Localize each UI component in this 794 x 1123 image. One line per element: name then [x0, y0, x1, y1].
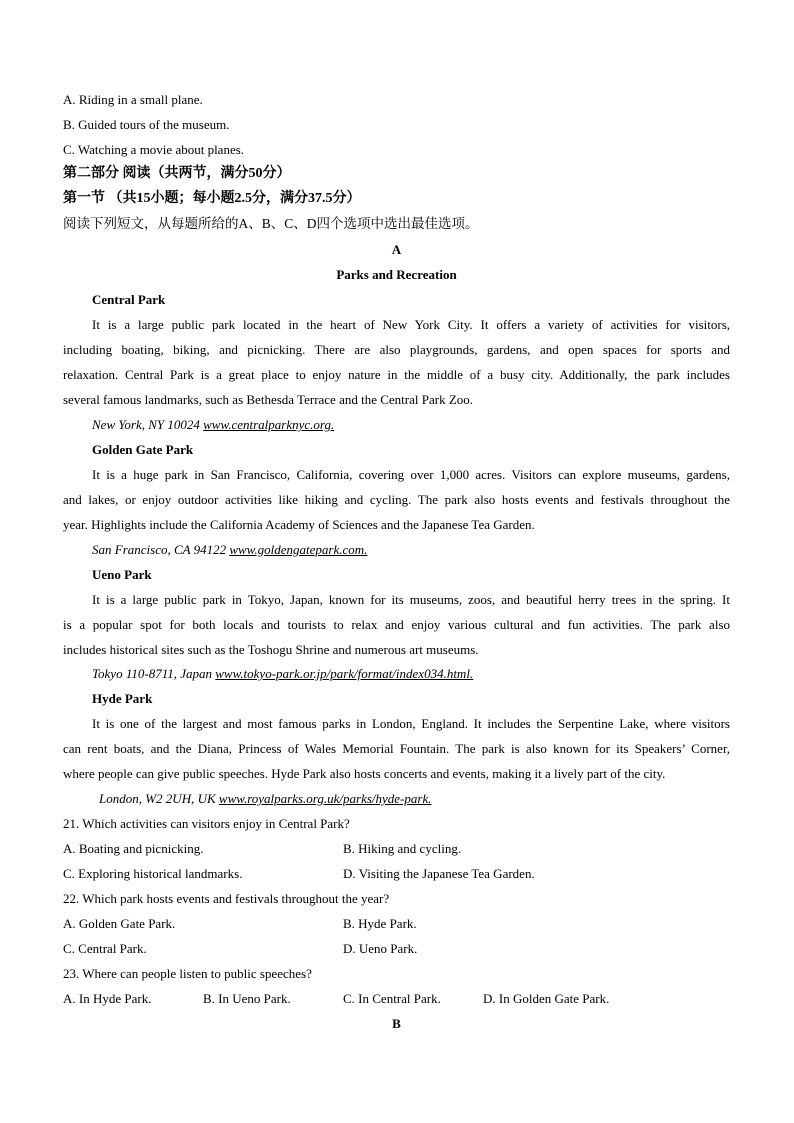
park-address: London, W2 2UH, UK [99, 791, 216, 806]
answer-option: D. Ueno Park. [343, 941, 418, 956]
park-address-line [92, 412, 730, 437]
park-text-line: It is a large public park in Tokyo, Japan, known for its museums, zoos, and beautiful herry trees in the spring. It [92, 592, 730, 607]
answer-option: D. Visiting the Japanese Tea Garden. [343, 866, 535, 881]
park-address: New York, NY 10024 [92, 417, 200, 432]
option-line: B. Guided tours of the museum. [63, 117, 230, 132]
part2-heading: 第二部分 阅读（共两节，满分50分） [63, 166, 291, 181]
answer-option: B. Hyde Park. [343, 916, 417, 931]
passage-letter-a: A [391, 242, 402, 257]
park-text-line: includes historical sites such as the Toshogu Shrine and numerous art museums. [63, 642, 479, 657]
park-address: San Francisco, CA 94122 [92, 542, 227, 557]
passage-title: Parks and Recreation [336, 267, 457, 282]
park-address: Tokyo 110-8711, Japan [92, 666, 212, 681]
answer-option: D. In Golden Gate Park. [483, 991, 610, 1006]
answer-option: C. Central Park. [63, 941, 147, 956]
park-text-line: where people can give public speeches. Hyde Park also hosts concerts and events, making it a lively part of the city. [63, 766, 666, 781]
park-name: Central Park [92, 292, 166, 307]
park-url-link[interactable]: www.goldengatepark.com. [229, 542, 368, 557]
question-stem: 22. Which park hosts events and festivals throughout the year? [63, 891, 390, 906]
park-text-line: relaxation. Central Park is a great place to enjoy nature in the middle of a busy city. Additionally, the park includes [63, 367, 730, 382]
option-line: C. Watching a movie about planes. [63, 142, 245, 157]
park-url-link[interactable]: www.tokyo-park.or.jp/park/format/index034.html. [215, 666, 474, 681]
section1-heading: 第一节 （共15小题；每小题2.5分，满分37.5分） [63, 191, 361, 206]
question-stem: 23. Where can people listen to public speeches? [63, 966, 312, 981]
passage-letter-b: B [392, 1016, 401, 1031]
park-text-line: is a popular spot for both locals and tourists to relax and enjoy various cultural and fun activities. The park also [63, 617, 730, 632]
park-url-link[interactable]: www.royalparks.org.uk/parks/hyde-park. [218, 791, 432, 806]
park-text-line: can rent boats, and the Diana, Princess of Wales Memorial Fountain. The park is also known for its Speakers’ Corner, [63, 741, 730, 756]
option-line: A. Riding in a small plane. [63, 92, 203, 107]
park-text-line: It is one of the largest and most famous parks in London, England. It includes the Serpentine Lake, where visitors [92, 716, 730, 731]
instruction: 阅读下列短文，从每题所给的A、B、C、D四个选项中选出最佳选项。 [63, 216, 479, 231]
park-address-line [99, 786, 730, 811]
park-text-line: including boating, biking, and picnicking. There are also playgrounds, gardens, and open spaces for sports and [63, 342, 730, 357]
question-stem: 21. Which activities can visitors enjoy in Central Park? [63, 816, 350, 831]
park-name: Hyde Park [92, 691, 153, 706]
park-text-line: several famous landmarks, such as Bethesda Terrace and the Central Park Zoo. [63, 392, 474, 407]
answer-option: A. In Hyde Park. [63, 991, 152, 1006]
park-text-line: It is a large public park located in the heart of New York City. It offers a variety of activities for visitors, [92, 317, 730, 332]
park-name: Ueno Park [92, 567, 152, 582]
answer-option: A. Boating and picnicking. [63, 841, 204, 856]
park-name: Golden Gate Park [92, 442, 194, 457]
answer-option: C. Exploring historical landmarks. [63, 866, 243, 881]
answer-option: B. Hiking and cycling. [343, 841, 462, 856]
park-text-line: and lakes, or enjoy outdoor activities like hiking and cycling. The park also hosts events and festivals throughout the [63, 492, 730, 507]
park-text-line: year. Highlights include the California Academy of Sciences and the Japanese Tea Garden. [63, 517, 535, 532]
park-address-line [92, 537, 730, 562]
answer-option: B. In Ueno Park. [203, 991, 291, 1006]
park-address-line [92, 661, 730, 686]
answer-option: A. Golden Gate Park. [63, 916, 176, 931]
answer-option: C. In Central Park. [343, 991, 441, 1006]
park-text-line: It is a huge park in San Francisco, California, covering over 1,000 acres. Visitors can explore museums, gardens, [92, 467, 730, 482]
park-url-link[interactable]: www.centralparknyc.org. [203, 417, 335, 432]
